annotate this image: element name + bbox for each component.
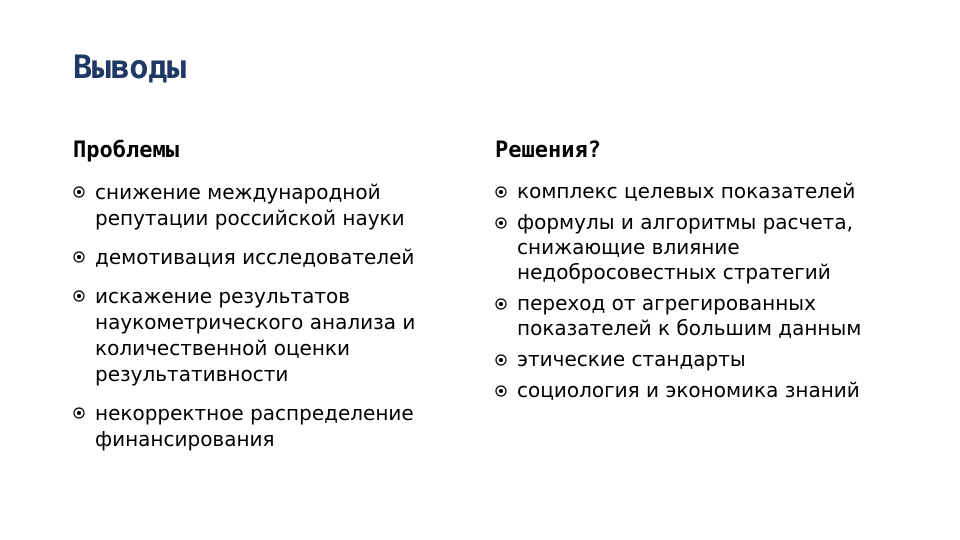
list-item-text: некорректное распределение финансирования <box>95 401 414 451</box>
list-item-text: переход от агрегированных показателей к большим данным <box>517 291 862 340</box>
target-circle-icon <box>495 186 507 198</box>
list-item-text: социология и экономика знаний <box>517 378 860 402</box>
solutions-column <box>495 138 915 409</box>
target-circle-icon <box>73 186 85 198</box>
target-circle-icon <box>495 354 507 366</box>
list-item-text: комплекс целевых показателей <box>517 179 856 203</box>
list-item <box>73 400 463 452</box>
list-item-text: этические стандарты <box>517 347 746 371</box>
list-item-text: демотивация исследователей <box>95 245 415 269</box>
target-circle-icon <box>495 217 507 229</box>
target-circle-icon <box>495 298 507 310</box>
list-item <box>495 347 915 372</box>
list-item <box>73 179 463 231</box>
slide-title: Выводы <box>73 48 186 86</box>
solutions-list <box>495 179 915 403</box>
list-item <box>73 283 463 387</box>
list-item <box>495 179 915 204</box>
list-item-text: искажение результатов наукометрического анализа и количественной оценки результативности <box>95 284 416 386</box>
list-item-text: формулы и алгоритмы расчета, снижающие влияние недобросовестных стратегий <box>517 210 853 284</box>
problems-heading: Проблемы <box>73 138 179 163</box>
problems-list <box>73 179 463 452</box>
list-item <box>495 210 915 285</box>
solutions-heading: Решения? <box>495 138 601 163</box>
list-item-text: снижение международной репутации российской науки <box>95 180 405 230</box>
target-circle-icon <box>73 407 85 419</box>
target-circle-icon <box>73 290 85 302</box>
list-item <box>495 291 915 341</box>
target-circle-icon <box>73 251 85 263</box>
target-circle-icon <box>495 385 507 397</box>
problems-column <box>73 138 463 465</box>
list-item <box>495 378 915 403</box>
list-item <box>73 244 463 270</box>
